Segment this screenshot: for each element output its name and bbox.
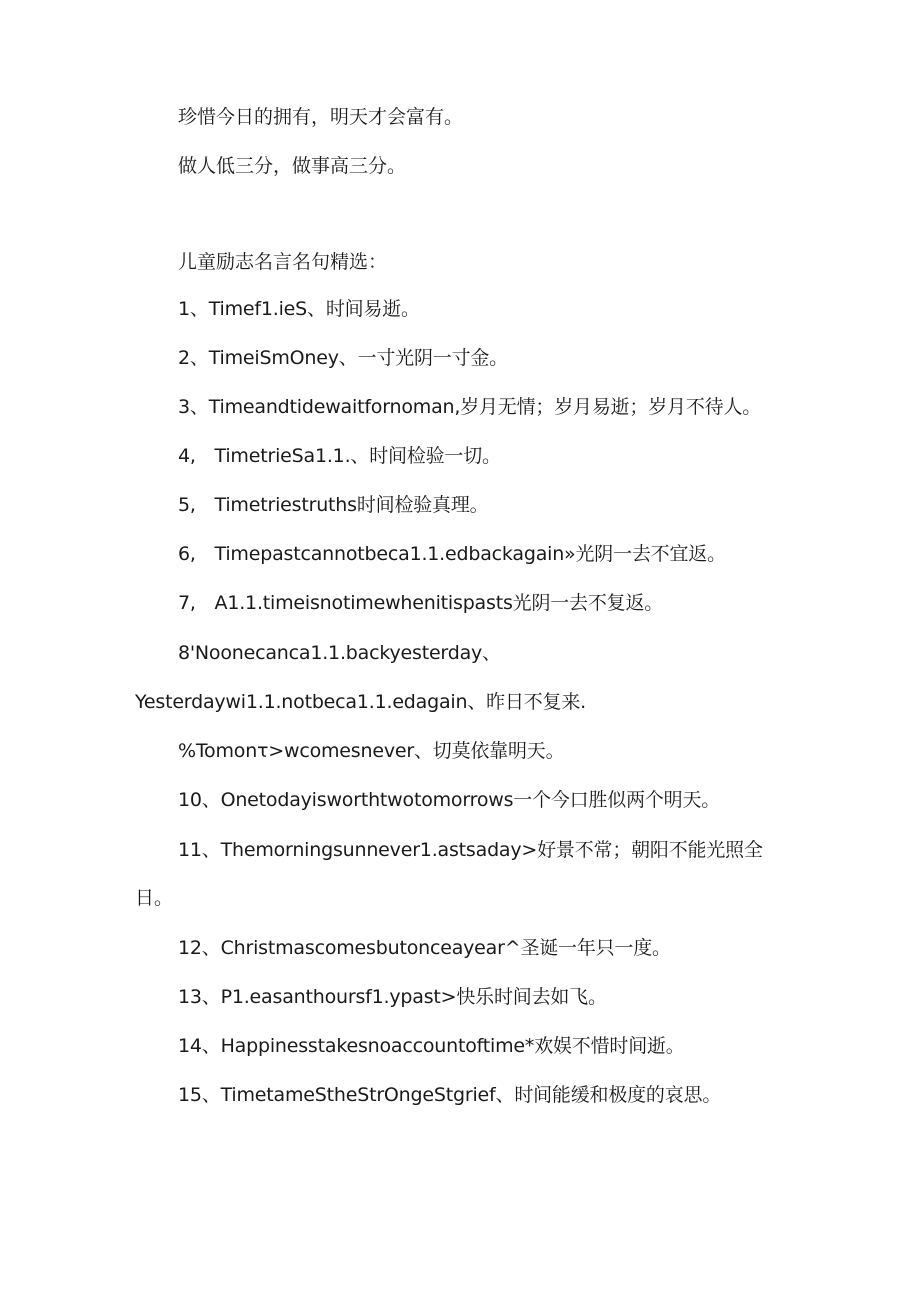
quote-line: 14、Happinesstakesnoaccountoftime*欢娱不惜时间逝。: [178, 1035, 685, 1057]
quote-line: 2、TimeiSmOney、一寸光阴一寸金。: [178, 347, 508, 369]
quote-line: 5, Timetriestruths时间检验真理。: [178, 494, 489, 516]
quote-line: 13、P1.easanthoursf1.ypast>快乐时间去如飞。: [178, 986, 607, 1008]
quote-line: 1、Timef1.ieS、时间易逝。: [178, 298, 420, 320]
quote-line: 3、Timeandtidewaitfornoman,岁月无情；岁月易逝；岁月不待人。: [178, 396, 762, 418]
quote-line: 日。: [135, 887, 174, 909]
quote-line: 6, Timepastcannotbeca1.1.edbackagain»光阴一去不宜返。: [178, 543, 726, 565]
quote-line: %Tomonτ>wcomesnever、切莫依靠明天。: [178, 740, 565, 762]
quote-line: Yesterdaywi1.1.notbeca1.1.edagain、昨日不复来.: [135, 691, 586, 713]
quote-line: 7, A1.1.timeisnotimewhenitispasts光阴一去不复返。: [178, 592, 664, 614]
section-heading: 儿童励志名言名句精选：: [178, 251, 388, 273]
quote-line: 11、Themorningsunnever1.astsaday>好景不常；朝阳不能光照全: [178, 839, 763, 861]
quote-line: 4, TimetrieSa1.1.、时间检验一切。: [178, 445, 501, 467]
quote-line: 15、TimetameStheStrOngeStgrief、时间能缓和极度的哀思。: [178, 1084, 722, 1106]
quote-line: 12、Christmascomesbutonceayear^圣诞一年只一度。: [178, 937, 671, 959]
intro-line-1: 珍惜今日的拥有，明天才会富有。: [178, 106, 464, 128]
intro-line-2: 做人低三分，做事高三分。: [178, 155, 407, 177]
quote-line: 8'Noonecanca1.1.backyesterday、: [178, 642, 501, 664]
quote-line: 10、Onetodayisworthtwotomorrows一个今口胜似两个明天。: [178, 789, 721, 811]
